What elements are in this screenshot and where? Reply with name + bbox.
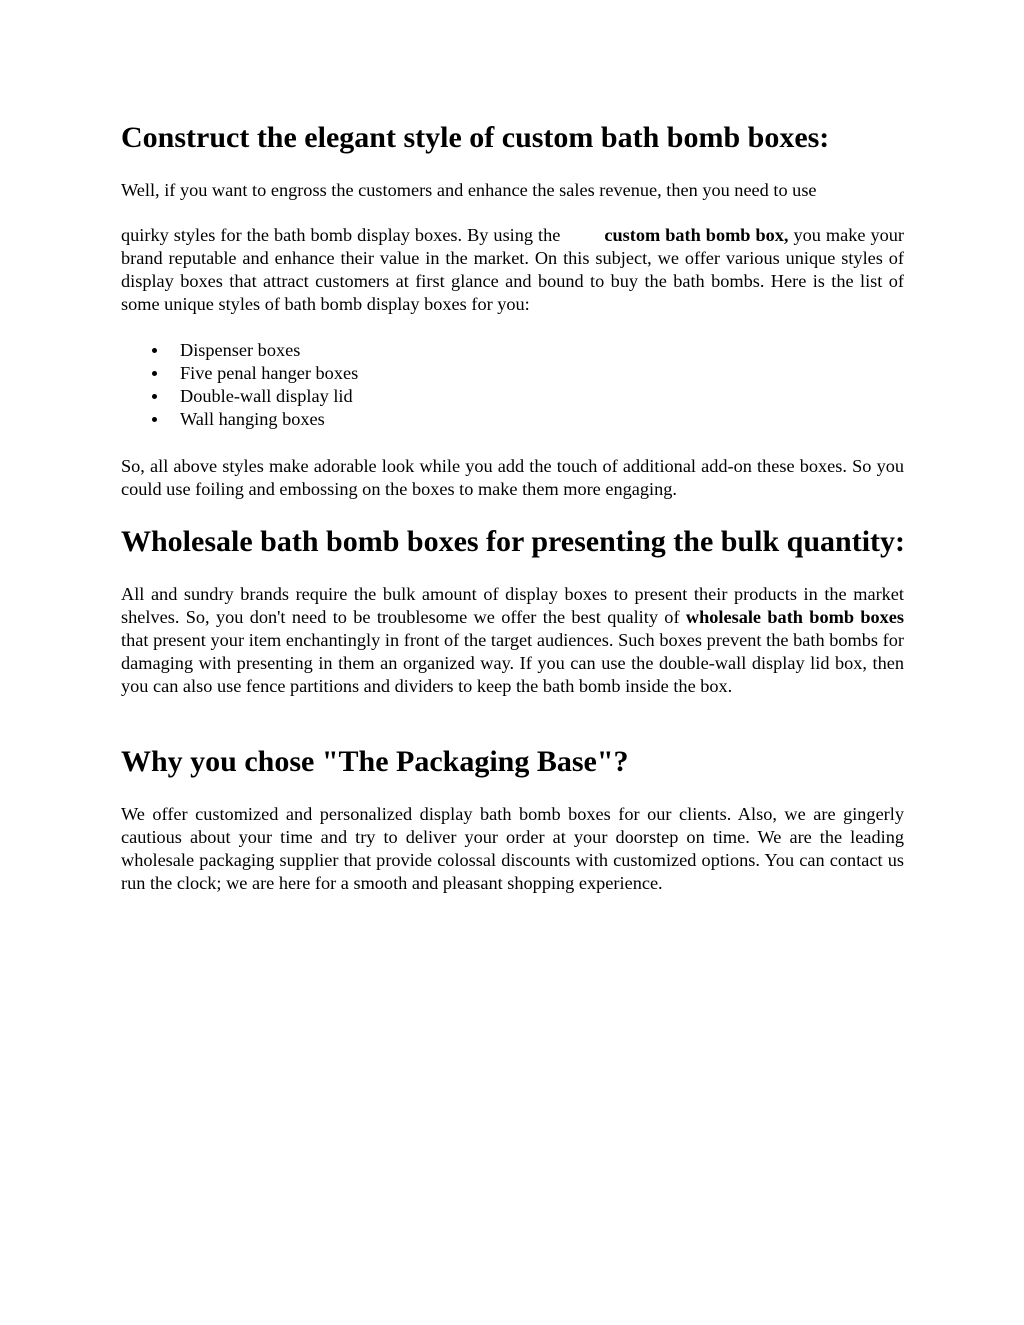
section2-heading: Wholesale bath bomb boxes for presenting the bulk quantity: [121,525,906,558]
custom-bath-bomb-box-bold: custom bath bomb box, [604,225,789,245]
list-item [121,339,358,362]
list-item-label: Five penal hanger boxes [180,363,359,383]
bullet-icon [152,371,157,376]
section1-paragraph-styles-end: you make your brand reputable and enhance their value in the market. On this subject, we offer various unique styles of display boxes that attract customers at first glance and bound to buy the bath bombs. Here is the list of some unique styles of bath bomb display boxes for you: [121,225,904,314]
section3-paragraph: We offer customized and personalized display bath bomb boxes for our clients. Also, we are gingerly cautious about your time and try to deliver your order at your doorstep on time. We are the leading wholesale packaging supplier that provide colossal discounts with customized options. You can contact us run the clock; we are here for a smooth and pleasant shopping experience. [121,804,904,893]
section1-paragraph-styles [121,224,904,316]
list-item-label: Wall hanging boxes [180,409,325,429]
wholesale-bath-bomb-boxes-bold: wholesale bath bomb boxes [685,607,905,627]
section1-paragraph-closing: So, all above styles make adorable look while you add the touch of additional add-on these boxes. So you could use foiling and embossing on the boxes to make them more engaging. [121,456,904,499]
list-item-label: Double-wall display lid [180,386,353,406]
bullet-icon [152,348,157,353]
list-item [121,385,358,408]
list-item [121,408,358,431]
section2-paragraph [121,583,904,698]
section1-paragraph-intro: Well, if you want to engross the customers and enhance the sales revenue, then you need to use [121,180,817,200]
section1-heading: Construct the elegant style of custom bath bomb boxes: [121,121,830,154]
list-item [121,362,358,385]
section2-paragraph-end: that present your item enchantingly in front of the target audiences. Such boxes prevent the bath bombs for damaging with presenting in them an organized way. If you can use the double-wall display lid box, then you can also use fence partitions and dividers to keep the bath bomb inside the box. [121,630,904,696]
styles-bullet-list [121,339,358,431]
section2-paragraph-start: All and sundry brands require the bulk amount of display boxes to present their products in the market shelves. So, you don't need to be troublesome we offer the best quality of [121,584,904,627]
bullet-icon [152,394,157,399]
bullet-icon [152,417,157,422]
list-item-label: Dispenser boxes [180,340,301,360]
section1-paragraph-styles-start: quirky styles for the bath bomb display boxes. By using the [121,225,561,245]
section3-heading: Why you chose "The Packaging Base"? [121,745,629,778]
